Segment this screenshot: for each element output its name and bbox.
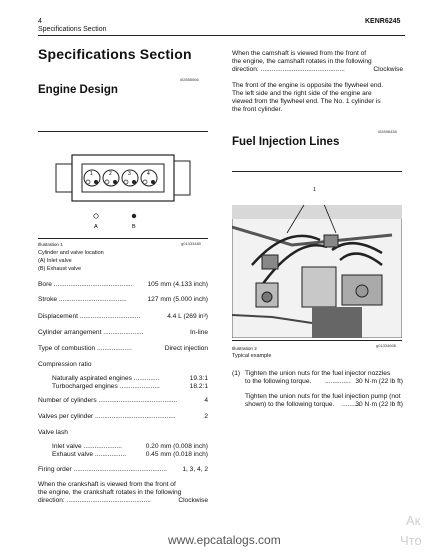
figure-ref: g01333480 xyxy=(181,241,202,246)
overlay-text-1: Ак xyxy=(406,513,421,528)
figure-top-rule xyxy=(38,131,208,132)
lash-inlet-label: Inlet valve ..................... xyxy=(52,443,122,450)
cam-text-2: the engine, the camshaft rotates in the following xyxy=(232,58,372,65)
figure-caption-a: (A) Inlet valve xyxy=(38,258,72,264)
legend-exhaust-symbol xyxy=(132,214,136,218)
front-text-2: The left side and the right side of the engine are xyxy=(232,90,372,97)
valves-value: 2 xyxy=(204,413,208,420)
exhaust-valve-2 xyxy=(113,180,117,184)
lash-exhaust-label: Exhaust valve ................. xyxy=(52,451,127,458)
section-heading: Engine Design xyxy=(38,84,118,96)
legend-a: A xyxy=(94,224,98,230)
legend-inlet-symbol xyxy=(94,214,98,218)
step1-text-b: to the following torque. xyxy=(245,378,312,385)
header-section: Specifications Section xyxy=(38,26,107,33)
watermark-url: www.epcatalogs.com xyxy=(168,533,281,547)
exhaust-valve-1 xyxy=(94,180,98,184)
cam-value: Clockwise xyxy=(373,66,403,73)
figure-caption-text: Cylinder and valve location xyxy=(38,250,104,256)
step1-dots: .............. xyxy=(325,378,351,385)
spec-combustion-value: Direct injection xyxy=(164,345,208,352)
page-title: Specifications Section xyxy=(38,46,192,62)
rear-housing xyxy=(174,161,190,195)
cyl-num-4: 4 xyxy=(147,171,150,177)
compression-na-label: Naturally aspirated engines .............. xyxy=(52,375,160,382)
compression-turbo-value: 18.2:1 xyxy=(189,383,208,390)
photo-ref: g01334606 xyxy=(376,343,397,348)
compression-title: Compression ratio xyxy=(38,361,92,368)
step1-text-a: Tighten the union nuts for the fuel injector nozzles xyxy=(245,370,391,377)
crank-text-2: the engine, the crankshaft rotates in the following xyxy=(38,489,182,496)
inlet-valve-2 xyxy=(105,180,109,184)
overlay-text-2: Что xyxy=(400,533,422,548)
figure-caption-label: Illustration 1 xyxy=(38,242,63,247)
figure-bottom-rule xyxy=(38,238,208,239)
step2-text-b: shown) to the following torque. xyxy=(245,401,335,408)
step2-value: 30 N·m (22 lb ft) xyxy=(355,401,403,408)
spec-displacement-value: 4.4 L (269 in³) xyxy=(167,313,208,320)
spec-stroke-label: Stroke ..................................... xyxy=(38,296,127,303)
cylinders-value: 4 xyxy=(204,397,208,404)
spec-arrangement-label: Cylinder arrangement ...................... xyxy=(38,329,144,336)
crank-text-1: When the crankshaft is viewed from the front of xyxy=(38,481,176,488)
cam-text-1: When the camshaft is viewed from the front of xyxy=(232,50,367,57)
engine-diagram xyxy=(50,150,200,235)
inlet-valve-1 xyxy=(86,180,90,184)
photo-top-rule xyxy=(232,171,402,172)
ref-code-2: i02898438 xyxy=(378,129,397,134)
figure-caption-b: (B) Exhaust valve xyxy=(38,266,82,272)
front-housing xyxy=(56,164,72,192)
exhaust-valve-3 xyxy=(132,180,136,184)
crank-value: Clockwise xyxy=(178,497,208,504)
compression-turbo-label: Turbocharged engines ...................... xyxy=(52,383,160,390)
spec-arrangement-value: In-line xyxy=(190,329,208,336)
cylinder-row xyxy=(82,164,164,192)
inlet-valve-3 xyxy=(124,180,128,184)
front-text-4: the front cylinder. xyxy=(232,106,283,113)
ref-code: i02855066 xyxy=(180,77,199,82)
step1-num: (1) xyxy=(232,370,241,377)
firing-value: 1, 3, 4, 2 xyxy=(182,466,208,473)
step2-dots: .......... xyxy=(342,401,361,408)
cyl-num-2: 2 xyxy=(109,171,112,177)
photo-bottom-rule xyxy=(232,340,402,341)
cam-label: direction: .............................................. xyxy=(232,66,345,73)
inlet-valve-4 xyxy=(143,180,147,184)
compression-na-value: 19.3:1 xyxy=(189,375,208,382)
spec-combustion-label: Type of combustion ................... xyxy=(38,345,132,352)
spec-stroke-value: 127 mm (5.000 inch) xyxy=(147,296,208,303)
lash-title: Valve lash xyxy=(38,429,68,436)
engine-block xyxy=(72,155,174,201)
spec-displacement-label: Displacement ................................. xyxy=(38,313,141,320)
spec-bore-value: 105 mm (4.133 inch) xyxy=(147,281,208,288)
exhaust-valve-4 xyxy=(151,180,155,184)
spec-bore-label: Bore ........................................... xyxy=(38,281,133,288)
valves-label: Valves per cylinder ............................................ xyxy=(38,413,176,420)
lash-exhaust-value: 0.45 mm (0.018 inch) xyxy=(145,451,208,458)
fuel-lines-photo xyxy=(232,205,402,338)
legend-b: B xyxy=(132,224,136,230)
header-rule xyxy=(38,35,405,36)
front-text-3: viewed from the flywheel end. The No. 1 cylinder is xyxy=(232,98,381,105)
photo-callout: 1 xyxy=(313,187,317,193)
header-doc-id: KENR6245 xyxy=(365,18,401,25)
cyl-num-3: 3 xyxy=(128,171,131,177)
front-text-1: The front of the engine is opposite the flywheel end. xyxy=(232,82,384,89)
fuel-heading: Fuel Injection Lines xyxy=(232,136,340,148)
photo-caption-label: Illustration 2 xyxy=(232,346,257,351)
cylinders-label: Number of cylinders ........................................... xyxy=(38,397,178,404)
header-page-number: 4 xyxy=(38,18,42,25)
cyl-num-1: 1 xyxy=(90,171,93,177)
lash-inlet-value: 0.20 mm (0.008 inch) xyxy=(145,443,208,450)
photo-caption-text: Typical example xyxy=(232,353,272,359)
step2-text-a: Tighten the union nuts for the fuel injection pump (not xyxy=(245,393,401,400)
firing-label: Firing order ................................................... xyxy=(38,466,167,473)
crank-label: direction: .............................................. xyxy=(38,497,151,504)
step1-value: 30 N·m (22 lb ft) xyxy=(355,378,403,385)
